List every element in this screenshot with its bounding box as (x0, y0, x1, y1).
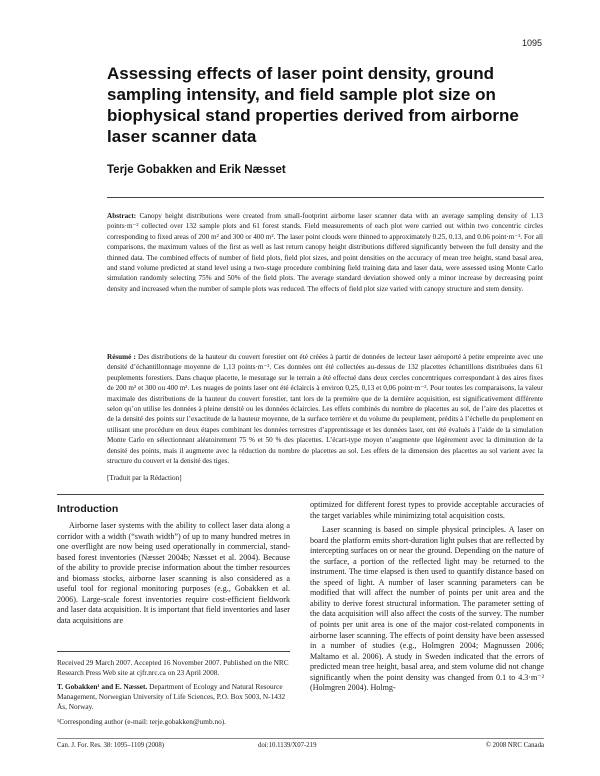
article-title: Assessing effects of laser point density, ground sampling intensity, and field sample plot size on biophysical stand properties derived from airborne laser scanner data (107, 64, 519, 146)
abstract-text: Canopy height distributions were created from small-footprint airborne laser scanner data with an average sampling density of 1.13 points·m⁻² collected over 132 sample plots and 61 forest stands. Field measurements of each plot were carried out within two concentric circles corresponding to fixed areas of 200 m² and 300 or 400 m². The laser point clouds were thinned to approximately 0.25, 0.13, and 0.06 point·m⁻². For all comparisons, the maximum values of the first as well as last return canopy height distributions differed significantly between the full density and the thinned data. The combined effects of number of field plots, field plot sizes, and point densities on the accuracy of mean tree height, stand basal area, and stand volume predicted at stand level using a two-stage procedure combining field training data and laser data, were assessed using Monte Carlo simulation randomly selecting 75% and 50% of the field plots. The average standard deviation showed only a minor increase by decreasing point density and increased when the number of sample plots was reduced. The effects of field plot size varied with canopy structure and stem density. (107, 212, 543, 293)
intro-right-column (310, 500, 544, 694)
abstract-divider (57, 494, 544, 495)
intro-paragraph-laser-scanning: Laser scanning is based on simple physical principles. A laser on board the platform emits short-duration light pulses that are reflected by intercepting surfaces on or near the ground. Depending on the nature of the surface, a portion of the reflected light may be returned to the instrument. The time elapsed is then used to quantify distance based on the speed of light. A number of laser scanning parameters can be modified that will affect the number of points per unit area and the ability to derive forest structural information. The parameter setting of the data acquisition will also affect the costs of the survey. The number of points per unit area is one of the major cost-related components in airborne laser scanning. The effects of point density have been assessed in a number of studies (e.g., Holmgren 2004; Magnussen 2006; Maltamo et al. 2006). A study in Sweden indicated that the errors of predicted mean tree height, basal area, and stem volume did not change significantly when the point density was changed from 0.1 to 4.3·m⁻² (Holmgren 2004). Holmg- (310, 525, 544, 693)
corresponding-author: ¹Corresponding author (e-mail: terje.gobakken@umb.no). (57, 716, 226, 726)
title-divider (107, 197, 544, 198)
received-dates: Received 29 March 2007. Accepted 16 November 2007. Published on the NRC Research Press Web site at cjfr.nrc.ca on 23 April 2008. (57, 658, 289, 677)
article-authors: Terje Gobakken and Erik Næsset (107, 164, 286, 176)
intro-left-column: Airborne laser systems with the ability to collect laser data along a corridor with a width (“swath width”) of up to many hundred metres in one overflight are now being used operationally in commercial, stand-based forest inventories (Næsset 2004b; Næsset et al. 2004). Because of the ability to provide precise information about the timber resources and biomass stocks, airborne laser scanning is also considered as a useful tool for regional monitoring purposes (e.g., Gobakken et al. 2006). Large-scale forest inventories require cost-efficient fieldwork and laser data acquisition. It is important that field inventories and laser data acquisitions are (57, 521, 290, 625)
abstract (107, 211, 543, 294)
footer-divider (57, 738, 544, 739)
section-heading-introduction: Introduction (57, 503, 119, 515)
affiliation-text: Department of Ecology and Natural Resource Management, Norwegian University of Life Sciences, P.O. Box 5003, N-1432 Ås, Norway. (57, 682, 286, 711)
received-box-rule (57, 651, 290, 652)
resume-text: Des distributions de la hauteur du couvert forestier ont été créées à partir de données de lecteur laser aéroporté à petite empreinte avec une densité d’échantillonnage moyenne de 1,13 points·m⁻². Ces données ont été collectées au-dessus de 132 placettes échantillons distribuées dans 61 peuplements forestiers. Dans chaque placette, le mesurage sur le terrain a été effectué dans deux cercles concentriques correspondant à des aires fixes de 200 m² et 300 ou 400 m². Les nuages de points laser ont été éclaircis à environ 0,25, 0,13 et 0,06 point·m⁻². Pour toutes les comparaisons, la valeur maximale des distributions de la hauteur du couvert forestier, tant lors de la première que de la dernière acquisition, est significativement différente selon qu’on utilise les données à pleine densité ou les données éclaircies. Les effets combinés du nombre de placettes au sol, de l’aire des placettes et de la densité des points sur l’exactitude de la hauteur moyenne, de la surface terrière et du volume du peuplement, prédits à l’échelle du peuplement en utilisant une procédure en deux étapes combinant les données terrestres d’apprentissage et les données laser, ont été évalués à l’aide de la simulation Monte Carlo en sélectionnant aléatoirement 75 % et 50 % des placettes. L’écart-type moyen n’augmente que légèrement avec la diminution de la densité des points, mais il augmente avec la réduction du nombre de placettes au sol. Les effets de la dimension des placettes au sol varient avec la structure du couvert et la densité des tiges. (107, 353, 544, 466)
affiliation-authors: T. Gobakken¹ and E. Næsset. (57, 682, 148, 692)
footer-copyright: © 2008 NRC Canada (485, 742, 544, 749)
abstract-label: Abstract: (107, 212, 137, 220)
translator-note: [Traduit par la Rédaction] (107, 474, 182, 482)
page-number: 1095 (521, 38, 542, 48)
footer-journal-citation: Can. J. For. Res. 38: 1095–1109 (2008) (57, 742, 164, 749)
resume (107, 352, 543, 466)
footer-doi: doi:10.1139/X07-219 (258, 742, 317, 749)
resume-label: Résumé : (107, 353, 136, 361)
received-box (57, 651, 290, 731)
author-affiliation (57, 682, 290, 711)
intro-paragraph-continued: optimized for different forest types to provide acceptable accuracies of the target variables while minimizing total acquisition costs. (310, 500, 544, 520)
